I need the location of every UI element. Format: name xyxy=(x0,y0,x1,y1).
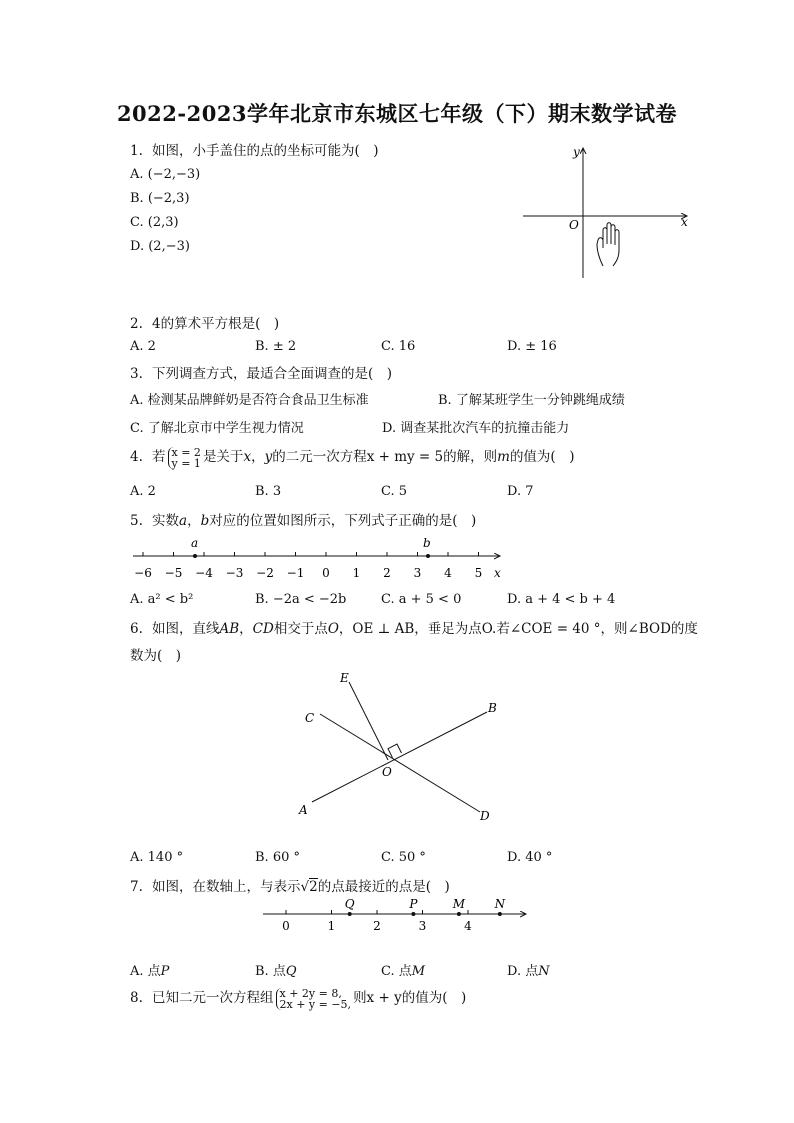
question-stem: 4的算术平方根是( ) xyxy=(152,316,280,332)
tick-label: 4 xyxy=(444,566,452,580)
stem-text: 相交于点 xyxy=(273,621,328,637)
q7-option-a xyxy=(130,960,169,979)
label-o: O xyxy=(382,765,392,779)
question-7 xyxy=(130,875,450,895)
stem-text: ， xyxy=(251,449,265,465)
point-o: O xyxy=(327,621,339,637)
var-y: y xyxy=(264,449,273,465)
label-a: A xyxy=(299,803,308,817)
tick-label: 0 xyxy=(282,919,290,933)
question-2 xyxy=(130,312,279,332)
equation-system xyxy=(276,988,352,1010)
system-line-1: x + 2y = 8, xyxy=(279,986,342,1000)
stem-text: 的解，则 xyxy=(443,449,498,465)
tick-label: 5 xyxy=(474,566,483,580)
label-d: D xyxy=(480,809,490,823)
question-6 xyxy=(130,617,698,637)
stem-text: 如图，直线 xyxy=(152,621,220,637)
option-letter: N xyxy=(538,964,550,979)
sqrt-radicand: 2 xyxy=(309,879,318,895)
tick-label: 2 xyxy=(373,919,381,933)
hand-icon xyxy=(597,223,619,266)
label-e: E xyxy=(340,671,349,685)
tick-label: −1 xyxy=(286,566,305,580)
equation-system xyxy=(168,447,201,469)
q5-option-d: D. a + 4 < b + 4 xyxy=(507,592,616,607)
var-m: m xyxy=(497,449,510,465)
stem-text: ， xyxy=(239,621,253,637)
question-4 xyxy=(130,445,574,469)
q4-option-b: B. 3 xyxy=(255,484,282,499)
option-text: A. 点 xyxy=(130,964,161,979)
stem-text: ， xyxy=(187,513,201,529)
label-b: B xyxy=(488,701,497,715)
page-title: 2022-2023学年北京市东城区七年级（下）期末数学试卷 xyxy=(116,101,678,126)
q2-option-a: A. 2 xyxy=(130,339,156,354)
point-a-label: a xyxy=(191,536,199,550)
q3-option-a: A. 检测某品牌鲜奶是否符合食品卫生标准 xyxy=(130,393,369,408)
point-b xyxy=(426,554,430,558)
option-text: D. 点 xyxy=(507,964,539,979)
stem-text: 的值为( ) xyxy=(509,449,575,465)
point-label: P xyxy=(409,897,418,911)
intersecting-lines-figure xyxy=(290,668,505,828)
line-cd xyxy=(320,714,480,812)
sqrt-symbol: √2 xyxy=(300,879,318,895)
option-letter: Q xyxy=(285,964,297,979)
option-text: B. 点 xyxy=(255,964,286,979)
stem-text: 如图，在数轴上，与表示 xyxy=(152,879,301,895)
question-number: 4. xyxy=(130,449,143,465)
stem-text: 是关于 xyxy=(202,449,244,465)
tick-label: 1 xyxy=(352,566,361,580)
option-letter: P xyxy=(160,964,170,979)
q4-option-c: C. 5 xyxy=(381,484,408,499)
stem-text: 则x + y的值为( ) xyxy=(353,990,467,1006)
q3-option-c: C. 了解北京市中学生视力情况 xyxy=(130,421,304,436)
q4-option-a: A. 2 xyxy=(130,484,156,499)
question-number: 3. xyxy=(130,366,143,382)
var-a: a xyxy=(179,513,188,529)
x-axis-label: x xyxy=(681,215,688,229)
q4-option-d: D. 7 xyxy=(507,484,534,499)
question-3 xyxy=(130,362,392,382)
q5-option-a: A. a² < b² xyxy=(130,592,194,607)
question-6-cont: 数为( ) xyxy=(130,648,182,664)
question-stem: 下列调查方式，最适合全面调查的是( ) xyxy=(152,366,393,382)
tick-label: 4 xyxy=(464,919,472,933)
stem-text: 对应的位置如图所示，下列式子正确的是( ) xyxy=(209,513,477,529)
stem-text: ，OE ⊥ AB，垂足为点O.若∠COE = 40 °，则∠BOD的度 xyxy=(338,621,698,637)
q3-option-b: B. 了解某班学生一分钟跳绳成绩 xyxy=(438,393,625,408)
question-number: 7. xyxy=(130,879,143,895)
stem-text: 的点最接近的点是( ) xyxy=(317,879,450,895)
q2-option-d: D. ± 16 xyxy=(507,339,557,354)
tick-label: 0 xyxy=(322,566,330,580)
question-1 xyxy=(130,139,379,159)
option-letter: M xyxy=(411,964,426,979)
q1-option-a: A. (−2,−3) xyxy=(130,167,201,182)
tick-label: 3 xyxy=(413,566,422,580)
q6-option-a: A. 140 ° xyxy=(130,850,184,865)
q6-option-b: B. 60 ° xyxy=(255,850,300,865)
q3-option-d: D. 调查某批次汽车的抗撞击能力 xyxy=(382,421,570,436)
label-c: C xyxy=(305,711,315,725)
tick-label: −3 xyxy=(225,566,244,580)
q1-option-d: D. (2,−3) xyxy=(130,239,190,254)
axis-label: x xyxy=(494,566,501,580)
tick-label: 3 xyxy=(418,919,427,933)
system-line-2: 2x + y = −5, xyxy=(279,997,352,1011)
ray-oe xyxy=(349,682,388,760)
point-m xyxy=(457,912,461,916)
question-number: 6. xyxy=(130,621,143,637)
q6-option-c: C. 50 ° xyxy=(381,850,426,865)
system-line-2: y = 1 xyxy=(171,456,201,470)
question-8 xyxy=(130,986,466,1010)
q7-option-b xyxy=(255,960,297,979)
system-line-1: x = 2 xyxy=(171,445,201,459)
var-b: b xyxy=(200,513,210,529)
number-line-q7 xyxy=(258,896,538,938)
point-n xyxy=(498,912,502,916)
tick-label: −2 xyxy=(256,566,274,580)
question-number: 1. xyxy=(130,143,143,159)
right-angle-mark xyxy=(388,744,402,758)
tick-label: −4 xyxy=(195,566,213,580)
point-label: Q xyxy=(344,897,355,911)
q2-option-b: B. ± 2 xyxy=(255,339,297,354)
q7-option-c xyxy=(381,960,425,979)
question-number: 5. xyxy=(130,513,143,529)
coordinate-figure xyxy=(515,140,695,285)
var-x: x xyxy=(243,449,252,465)
stem-text: 若 xyxy=(152,449,166,465)
point-label: M xyxy=(452,897,466,911)
question-stem: 如图，小手盖住的点的坐标可能为( ) xyxy=(152,143,379,159)
q5-option-c: C. a + 5 < 0 xyxy=(381,592,462,607)
question-5 xyxy=(130,509,476,529)
q5-option-b: B. −2a < −2b xyxy=(255,592,347,607)
stem-text: 已知二元一次方程组 xyxy=(152,990,274,1006)
q7-option-d xyxy=(507,960,550,979)
q6-option-d: D. 40 ° xyxy=(507,850,553,865)
stem-text: 的二元一次方程 xyxy=(272,449,367,465)
stem-text: 实数 xyxy=(152,513,179,529)
point-label: N xyxy=(494,897,506,911)
q1-option-b: B. (−2,3) xyxy=(130,191,190,206)
tick-label: 1 xyxy=(327,919,336,933)
line-cd: CD xyxy=(252,621,274,637)
q2-option-c: C. 16 xyxy=(381,339,416,354)
question-number: 2. xyxy=(130,316,143,332)
point-b-label: b xyxy=(423,536,431,550)
option-text: C. 点 xyxy=(381,964,412,979)
point-p xyxy=(411,912,415,916)
origin-label: O xyxy=(569,218,579,232)
number-line-q5 xyxy=(128,532,518,584)
point-q xyxy=(348,912,352,916)
tick-label: 2 xyxy=(383,566,391,580)
y-axis-label: y xyxy=(573,145,580,159)
point-a xyxy=(193,554,197,558)
tick-label: −6 xyxy=(134,566,152,580)
line-ab: AB xyxy=(219,621,240,637)
question-number: 8. xyxy=(130,990,143,1006)
q1-option-c: C. (2,3) xyxy=(130,215,179,230)
tick-label: −5 xyxy=(164,566,183,580)
equation: x + my = 5 xyxy=(366,449,444,465)
